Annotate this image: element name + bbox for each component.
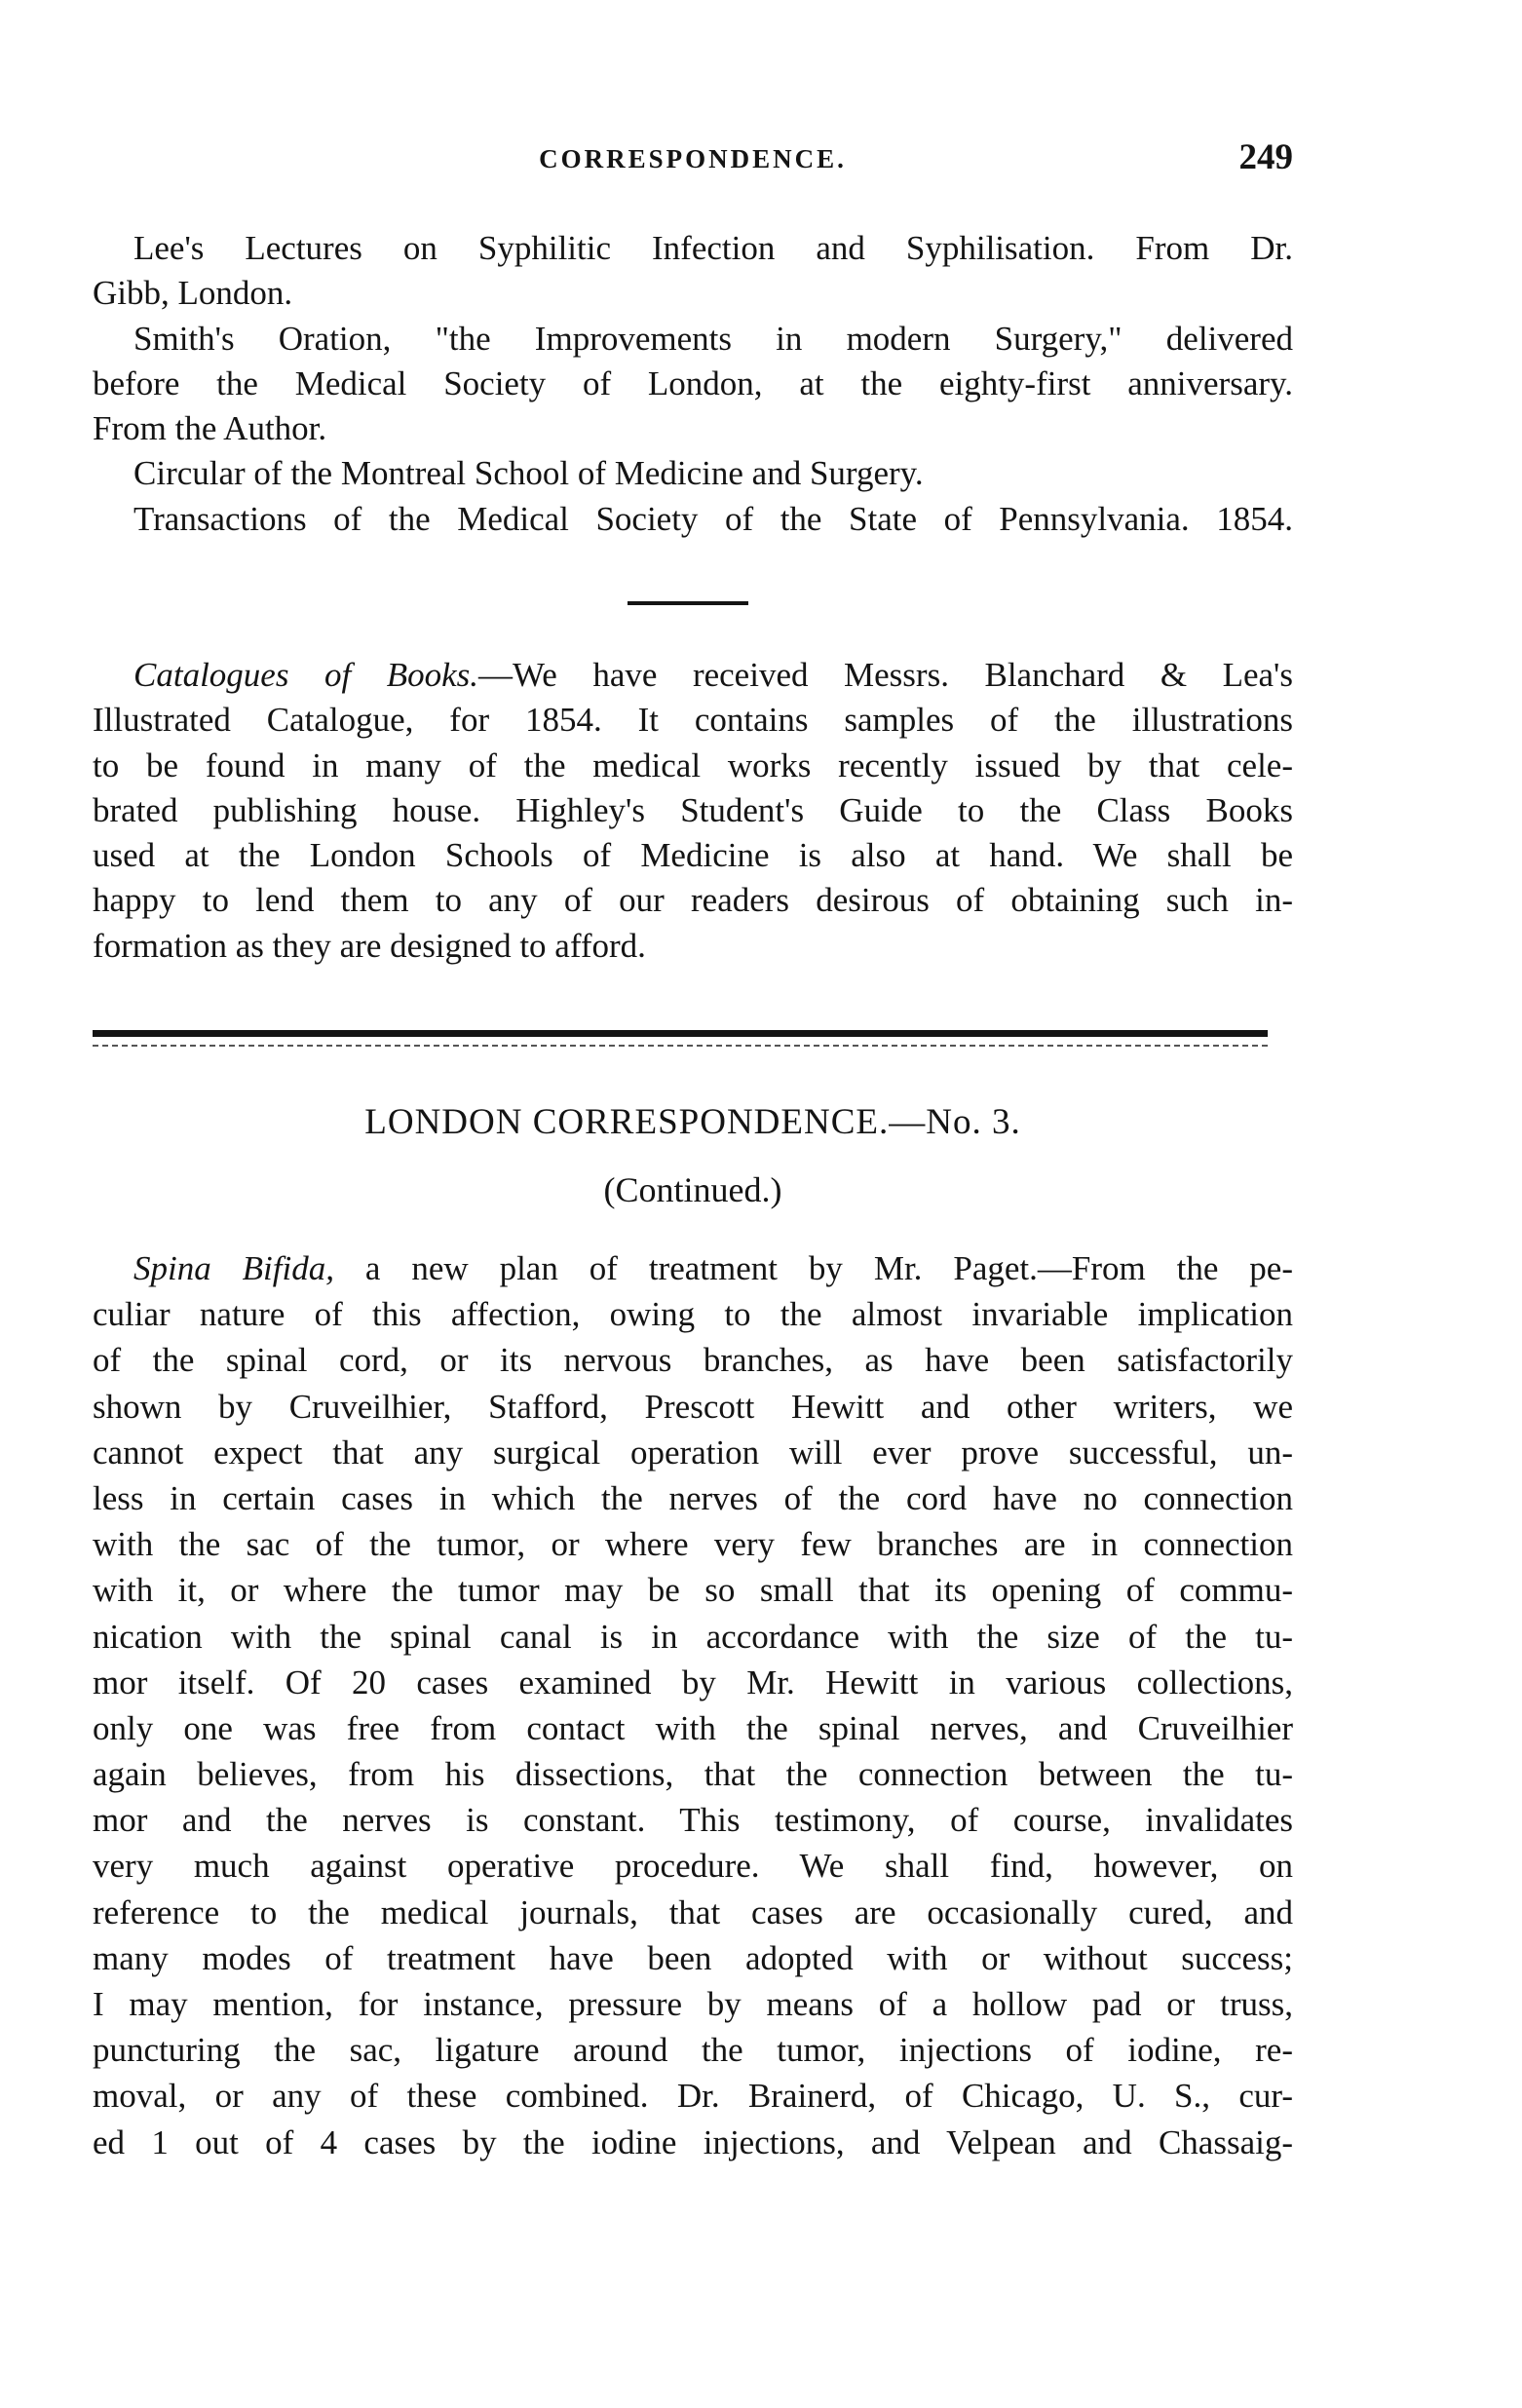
catalogues-paragraph [93,653,1293,969]
article-label: Spina Bifida, [133,1249,334,1287]
entry-line: Lee's Lectures on Syphilitic Infection and Syphilisation. From Dr. [133,229,1293,267]
paragraph-line: used at the London Schools of Medicine is also at hand. We shall be [93,836,1293,875]
entry-line: From the Author. [93,409,327,448]
paragraph-line: culiar nature of this affection, owing to the almost invariable implication [93,1295,1293,1334]
paragraph-line: many modes of treatment have been adopted with or without success; [93,1938,1293,1977]
catalogues-first-line: —We have received Messrs. Blanchard & Lea's [478,656,1293,694]
paragraph-line [93,653,1293,698]
running-title: CORRESPONDENCE. [539,144,847,173]
section-divider-thin [93,1045,1268,1047]
section-divider-short [628,601,748,605]
paragraph-line: shown by Cruveilhier, Stafford, Prescott Hewitt and other writers, we [93,1387,1293,1426]
page-number: 249 [1238,137,1293,177]
paragraph-line: less in certain cases in which the nerves of the cord have no connection [93,1478,1293,1517]
entry-line: Circular of the Montreal School of Medicine and Surgery. [133,454,924,493]
paragraph-line: nication with the spinal canal is in accordance with the size of the tu- [93,1617,1293,1656]
paragraph-line: brated publishing house. Highley's Student's Guide to the Class Books [93,790,1293,829]
entry-line: Smith's Oration, "the Improvements in modern Surgery," delivered [133,319,1293,358]
section-divider-thick [93,1030,1268,1037]
paragraph-line: mor and the nerves is constant. This testimony, of course, invalidates [93,1801,1293,1840]
paragraph-line: mor itself. Of 20 cases examined by Mr. Hewitt in various collections, [93,1663,1293,1701]
entry-line: before the Medical Society of London, at the eighty-first anniversary. [93,363,1293,402]
paragraph-line: again believes, from his dissections, that the connection between the tu- [93,1755,1293,1794]
received-entries-list [93,226,1293,542]
spina-bifida-paragraph [93,1245,1293,2165]
paragraph-line: puncturing the sac, ligature around the tumor, injections of iodine, re- [93,2031,1293,2070]
running-head [93,136,1293,185]
section-heading: LONDON CORRESPONDENCE.—No. 3. [364,1102,1021,1142]
paragraph-line: of the spinal cord, or its nervous branches, as have been satisfactorily [93,1341,1293,1380]
paragraph-line: formation as they are designed to afford. [93,926,646,965]
paragraph-line: cannot expect that any surgical operation will ever prove successful, un- [93,1433,1293,1472]
paragraph-line: to be found in many of the medical works recently issued by that cele- [93,745,1293,784]
paragraph-line: only one was free from contact with the spinal nerves, and Cruveilhier [93,1708,1293,1747]
entry-line: Gibb, London. [93,274,293,313]
paragraph-line [93,1245,1293,1291]
paragraph-line: I may mention, for instance, pressure by means of a hollow pad or truss, [93,1985,1293,2023]
section-subheading: (Continued.) [603,1170,782,1209]
paragraph-line: moval, or any of these combined. Dr. Brainerd, of Chicago, U. S., cur- [93,2077,1293,2116]
paragraph-line: happy to lend them to any of our readers desirous of obtaining such in- [93,881,1293,920]
catalogues-label: Catalogues of Books. [133,656,479,694]
entry-line: Transactions of the Medical Society of the State of Pennsylvania. 1854. [133,499,1293,538]
paragraph-line: Illustrated Catalogue, for 1854. It contains samples of the illustrations [93,701,1293,740]
paragraph-line: reference to the medical journals, that cases are occasionally cured, and [93,1892,1293,1931]
paragraph-line: with the sac of the tumor, or where very few branches are in connection [93,1525,1293,1564]
paragraph-line: very much against operative procedure. We shall find, however, on [93,1847,1293,1886]
paragraph-line: ed 1 out of 4 cases by the iodine injections, and Velpean and Chassaig- [93,2122,1293,2161]
article-first-line: a new plan of treatment by Mr. Paget.—From the pe- [333,1249,1293,1287]
paragraph-line: with it, or where the tumor may be so small that its opening of commu- [93,1571,1293,1610]
